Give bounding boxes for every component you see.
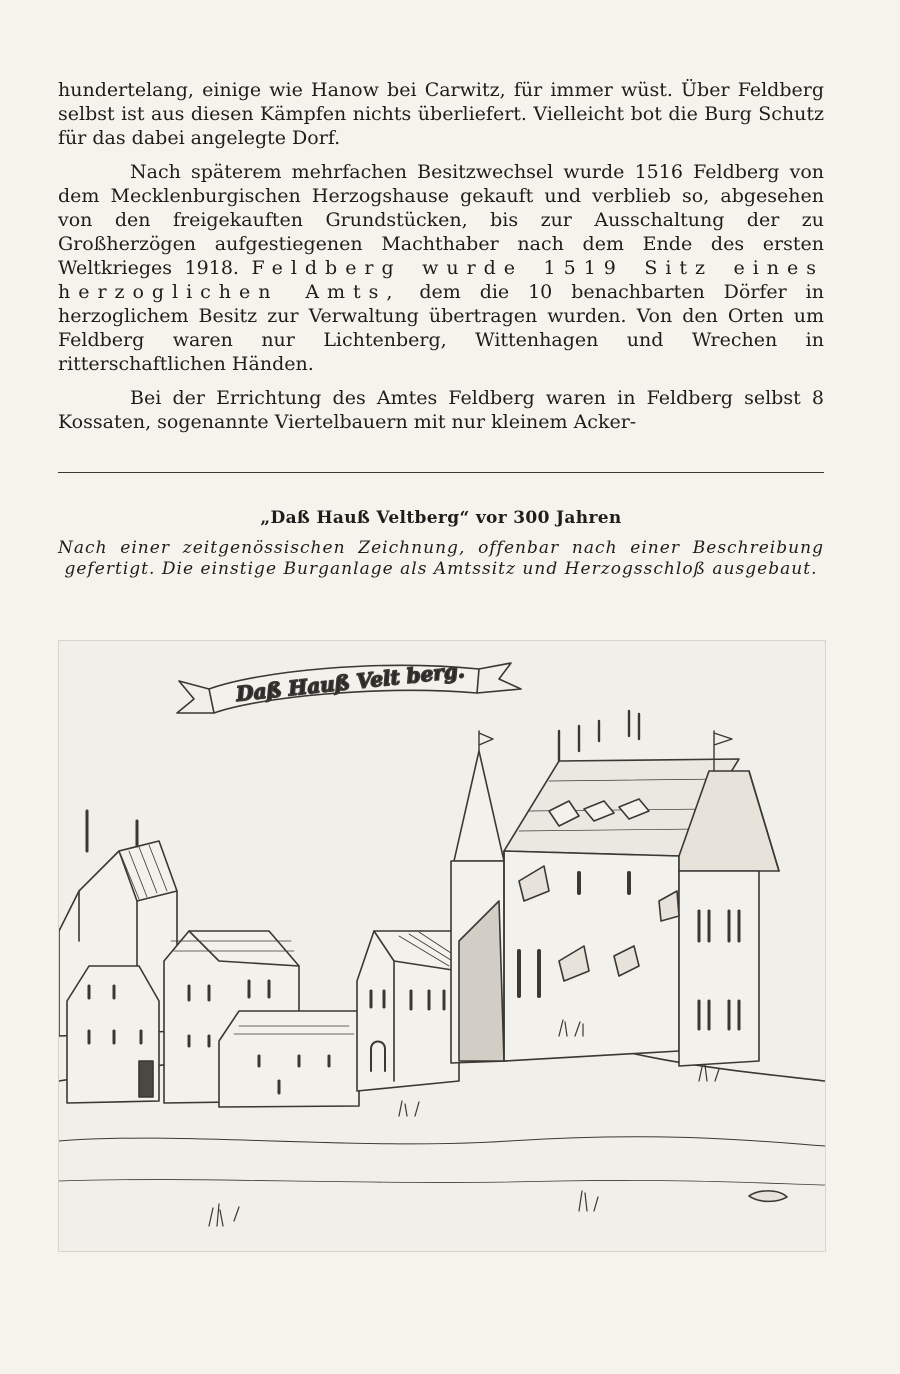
body-text <box>58 78 824 444</box>
gate-house <box>357 931 459 1091</box>
castle-drawing <box>58 640 826 1252</box>
emphasized-phrase: Feldberg wurde 1519 Sitz eines herzoglichen Amts, <box>58 257 824 303</box>
caption-title: „Daß Hauß Veltberg“ vor 300 Jahren <box>260 508 622 528</box>
paragraph-2-start: Nach späterem mehrfachen Besitzwechsel wurde 1516 Feldberg von dem Mecklenburgischen Herzogshause gekauft und verblieb so, abgesehen von den freigekauften Grundstücken, bis zur Ausschaltung der zu Großherzögen aufgestiegenen Machthaber nach dem Ende des ersten Weltkrieges 1918. <box>58 161 824 279</box>
paragraph-2-end: dem die 10 benachbarten Dörfer in herzoglichem Besitz zur Verwaltung übertragen wurden. Von den Orten um Feldberg waren nur Lichtenberg, Wittenhagen und Wrechen in ritterschaftlichen Händen. <box>58 281 824 375</box>
banner-text: Daß Hauß Velt berg. <box>235 658 466 706</box>
section-divider <box>58 472 824 473</box>
paragraph-1: hundertelang, einige wie Hanow bei Carwitz, für immer wüst. Über Feldberg selbst ist aus diesen Kämpfen nichts überliefert. Vielleicht bot die Burg Schutz für das dabei angelegte Dorf. <box>58 79 824 149</box>
main-castle <box>504 711 779 1066</box>
caption-text: Nach einer zeitgenössischen Zeichnung, offenbar nach einer Beschreibung gefertigt. Die einstige Burganlage als Amtssitz und Herzogsschloß ausgebaut. <box>58 538 824 579</box>
conical-tower <box>451 731 507 1063</box>
left-houses <box>59 811 359 1107</box>
banner-scroll <box>177 658 521 713</box>
paragraph-2 <box>58 160 824 376</box>
paragraph-3: Bei der Errichtung des Amtes Feldberg waren in Feldberg selbst 8 Kossaten, sogenannte Viertelbauern mit nur kleinem Acker- <box>58 387 824 433</box>
